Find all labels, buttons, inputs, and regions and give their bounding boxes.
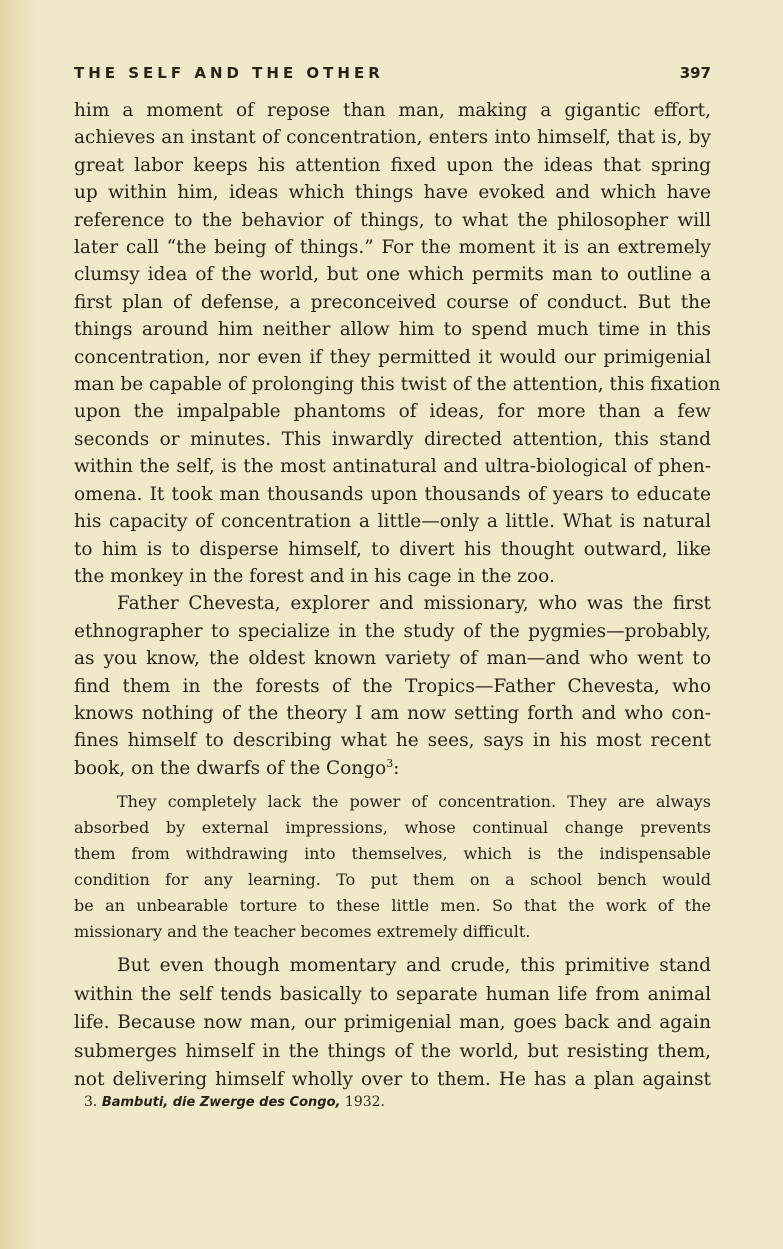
footnote-number: 3.: [84, 1094, 98, 1110]
text-line: Father Chevesta, explorer and missionary, who was the first: [117, 593, 711, 615]
text-line: seconds or minutes. This inwardly directed attention, this stand: [74, 428, 711, 450]
text-line: find them in the forests of the Tropics—Father Chevesta, who: [74, 675, 711, 697]
paragraph-3: [74, 952, 711, 1095]
footnote-year: 1932.: [344, 1094, 385, 1110]
text-line: man be capable of prolonging this twist of the attention, this fixation: [74, 374, 721, 396]
text-line: But even though momentary and crude, this primitive stand: [117, 955, 711, 976]
text-line-last: [74, 755, 711, 782]
text-line: upon the impalpable phantoms of ideas, for more than a few: [74, 401, 711, 423]
paragraph-1: [74, 97, 721, 590]
text-line: to him is to disperse himself, to divert his thought outward, like: [74, 538, 711, 560]
text-line: reference to the behavior of things, to what the philosopher will: [74, 209, 711, 231]
text-line: within the self, is the most antinatural and ultra-biological of phen-: [74, 456, 711, 478]
running-header: [74, 64, 711, 86]
paragraph-2: [74, 590, 711, 782]
text-line: the monkey in the forest and in his cage in the zoo.: [74, 565, 555, 587]
text-line: not delivering himself wholly over to them. He has a plan against: [74, 1069, 711, 1090]
footnote: [84, 1092, 684, 1113]
quote-line: missionary and the teacher becomes extremely difficult.: [74, 922, 531, 941]
text-fragment: book, on the dwarfs of the Congo: [74, 757, 387, 779]
page-binding-edge: [0, 0, 40, 1249]
text-line: omena. It took man thousands upon thousands of years to educate: [74, 483, 711, 505]
footnote-book-title: Bambuti, die Zwerge des Congo,: [101, 1095, 341, 1110]
text-line: fines himself to describing what he sees, says in his most recent: [74, 730, 711, 752]
text-line: knows nothing of the theory I am now setting forth and who con-: [74, 702, 711, 724]
text-line: first plan of defense, a preconceived course of conduct. But the: [74, 291, 711, 313]
quote-line: them from withdrawing into themselves, which is the indispensable: [74, 844, 711, 863]
text-line: great labor keeps his attention fixed upon the ideas that spring: [74, 154, 711, 176]
text-line: later call “the being of things.” For the moment it is an extremely: [74, 237, 711, 259]
quote-line: be an unbearable torture to these little men. So that the work of the: [74, 896, 711, 915]
text-line: submerges himself in the things of the world, but resisting them,: [74, 1040, 711, 1062]
text-line: things around him neither allow him to spend much time in this: [74, 319, 711, 341]
block-quote: [74, 789, 711, 945]
text-line: up within him, ideas which things have evoked and which have: [74, 182, 711, 204]
quote-line: absorbed by external impressions, whose continual change prevents: [74, 818, 711, 837]
text-line: his capacity of concentration a little—only a little. What is natural: [74, 511, 711, 533]
text-line: him a moment of repose than man, making a gigantic effort,: [74, 100, 711, 121]
quote-line: condition for any learning. To put them on a school bench would: [74, 870, 711, 889]
footnote-reference[interactable]: 3: [386, 756, 394, 770]
text-line: within the self tends basically to separate human life from animal: [74, 983, 711, 1005]
text-line: achieves an instant of concentration, enters into himself, that is, by: [74, 127, 711, 149]
text-line: life. Because now man, our primigenial man, goes back and again: [74, 1012, 711, 1033]
text-line: concentration, nor even if they permitted it would our primigenial: [74, 346, 711, 368]
page-number: 397: [679, 64, 711, 82]
running-head-title: THE SELF AND THE OTHER: [74, 64, 384, 82]
text-line: clumsy idea of the world, but one which permits man to outline a: [74, 264, 711, 286]
quote-line: They completely lack the power of concentration. They are always: [117, 792, 711, 811]
text-fragment: :: [393, 757, 400, 779]
body-text: [74, 97, 721, 782]
text-line: as you know, the oldest known variety of man—and who went to: [74, 648, 711, 670]
text-line: ethnographer to specialize in the study of the pygmies—probably,: [74, 620, 711, 642]
